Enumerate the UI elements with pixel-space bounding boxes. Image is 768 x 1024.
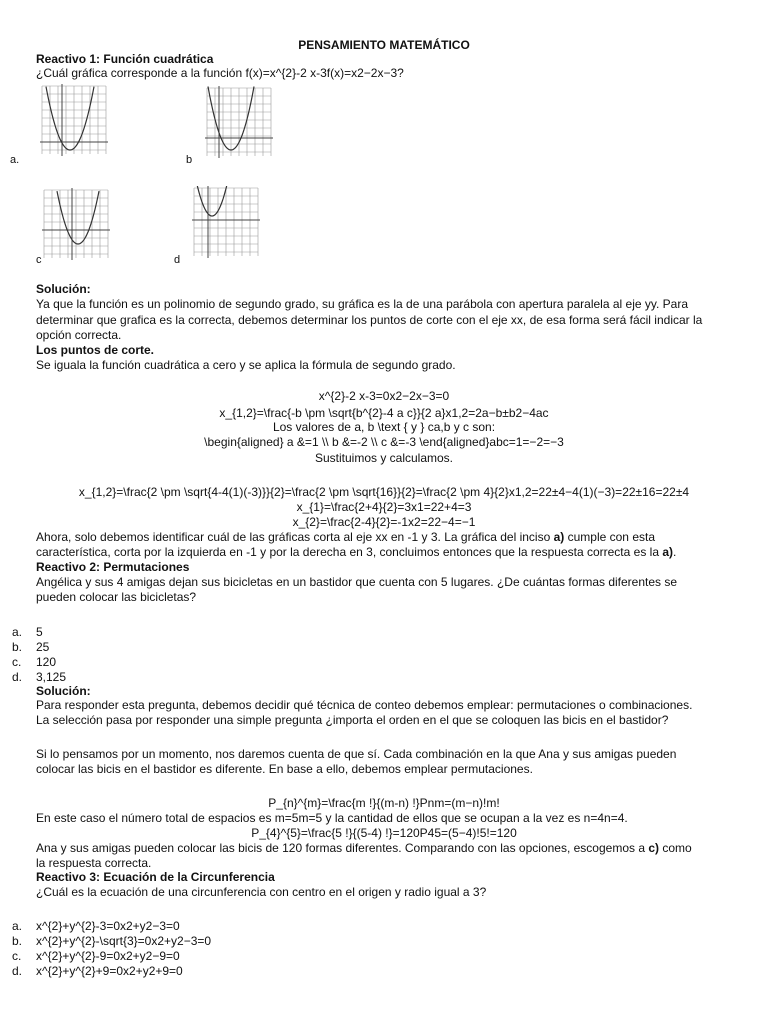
r3-option: x^{2}+y^{2}-9=0x2+y2−9=0 bbox=[36, 949, 180, 963]
r2-solution-heading: Solución: bbox=[36, 684, 91, 698]
graph-a bbox=[40, 84, 108, 156]
r3-option-letter: a. bbox=[12, 919, 23, 933]
graph-b bbox=[205, 86, 273, 158]
r3-option: x^{2}+y^{2}+9=0x2+y2+9=0 bbox=[36, 964, 183, 978]
r3-option: x^{2}+y^{2}-\sqrt{3}=0x2+y2−3=0 bbox=[36, 934, 212, 948]
graph-label-a: a. bbox=[10, 154, 20, 166]
r2-sol-line: La selección pasa por responder una simple pregunta ¿importa el orden en el que se coloquen las bicis en el bastidor? bbox=[36, 713, 669, 727]
r2-conclusion bbox=[36, 841, 692, 855]
r2-formula: P_{4}^{5}=\frac{5 !}{(5-4) !}=120P45=(5−4)!5!=120 bbox=[251, 826, 517, 840]
r2-question: Angélica y sus 4 amigas dejan sus bicicletas en un bastidor que cuenta con 5 lugares. ¿De cuántas formas diferentes se bbox=[36, 575, 678, 589]
r2-question: pueden colocar las bicicletas? bbox=[36, 590, 197, 604]
r1-equation: \begin{aligned} a &=1 \\ b &=-2 \\ c &=-3 \end{aligned}abc=1=−2=−3 bbox=[204, 435, 564, 449]
parabola-graph-c bbox=[42, 188, 110, 260]
r1-heading: Reactivo 1: Función cuadrática bbox=[36, 52, 214, 66]
r2-option: 120 bbox=[36, 655, 57, 669]
r2-option-letter: a. bbox=[12, 625, 23, 639]
r1-conclusion-text: cumple con esta bbox=[564, 530, 655, 544]
r2-option: 25 bbox=[36, 640, 50, 654]
r2-answer-ref: c) bbox=[648, 841, 660, 855]
r2-option-letter: c. bbox=[12, 655, 22, 669]
r1-equation: x_{2}=\frac{2-4}{2}=-1x2=22−4=−1 bbox=[292, 515, 476, 529]
r1-question: ¿Cuál gráfica corresponde a la función f(x)=x^{2}-2 x-3f(x)=x2−2x−3? bbox=[36, 66, 404, 80]
r2-option-letter: d. bbox=[12, 670, 23, 684]
graph-c bbox=[42, 188, 110, 260]
r1-answer-ref: a) bbox=[662, 545, 674, 559]
parabola-graph-d bbox=[192, 186, 260, 258]
r3-option-letter: d. bbox=[12, 964, 23, 978]
r3-option-letter: b. bbox=[12, 934, 23, 948]
r2-option-letter: b. bbox=[12, 640, 23, 654]
r3-question: ¿Cuál es la ecuación de una circunferencia con centro en el origen y radio igual a 3? bbox=[36, 885, 487, 899]
graph-label-d: d bbox=[174, 254, 181, 266]
graph-label-c: c bbox=[36, 254, 42, 266]
r2-conclusion-text: como bbox=[659, 841, 692, 855]
graph-d bbox=[192, 186, 260, 258]
r1-conclusion bbox=[36, 545, 676, 559]
r1-conclusion-text: Ahora, solo debemos identificar cuál de las gráficas corta al eje xx en -1 y 3. La gráfica del inciso bbox=[36, 530, 554, 544]
r1-equation: x_{1,2}=\frac{2 \pm \sqrt{4-4(1)(-3)}}{2}=\frac{2 \pm \sqrt{16}}{2}=\frac{2 \pm 4}{2}x1,2=22±4−4(1)(−3)=22±16=22±4 bbox=[78, 485, 690, 499]
r1-solution-heading: Solución: bbox=[36, 282, 91, 296]
r1-equation: Los valores de a, b \text { y } ca,b y c son: bbox=[272, 420, 496, 434]
r1-answer-ref: a) bbox=[553, 530, 565, 544]
r2-sol-line: colocar las bicis en el bastidor es diferente. En base a ello, debemos emplear permutaciones. bbox=[36, 762, 533, 776]
r2-sol-line: Si lo pensamos por un momento, nos daremos cuenta de que sí. Cada combinación en la que Ana y sus amigas pueden bbox=[36, 747, 677, 761]
graph-label-b: b bbox=[186, 154, 193, 166]
r3-option-letter: c. bbox=[12, 949, 22, 963]
parabola-curve bbox=[46, 87, 94, 150]
r1-cuts-heading: Los puntos de corte. bbox=[36, 343, 155, 357]
r1-cuts-line: Se iguala la función cuadrática a cero y se aplica la fórmula de segundo grado. bbox=[36, 358, 456, 372]
r3-heading: Reactivo 3: Ecuación de la Circunferencia bbox=[36, 870, 275, 884]
r1-equation: x_{1}=\frac{2+4}{2}=3x1=22+4=3 bbox=[296, 500, 472, 514]
parabola-curve bbox=[57, 191, 99, 244]
r2-heading: Reactivo 2: Permutaciones bbox=[36, 560, 190, 574]
r1-sol-line: determinar que grafica es la correcta, debemos determinar los puntos de corte con el eje xx, de esa forma será fácil indicar la bbox=[36, 313, 703, 327]
r2-sol-line: Para responder esta pregunta, debemos decidir qué técnica de conteo debemos emplear: permutaciones o combinaciones. bbox=[36, 698, 693, 712]
parabola-curve bbox=[197, 186, 227, 216]
r1-conclusion bbox=[36, 530, 655, 544]
r2-option: 3,125 bbox=[36, 670, 67, 684]
r2-sol-line: la respuesta correcta. bbox=[36, 856, 152, 870]
r2-formula: P_{n}^{m}=\frac{m !}{(m-n) !}Pnm=(m−n)!m! bbox=[268, 796, 500, 810]
r2-sol-line: En este caso el número total de espacios es m=5m=5 y la cantidad de ellos que se ocupan a la vez es n=4n=4. bbox=[36, 811, 628, 825]
r2-option: 5 bbox=[36, 625, 43, 639]
r1-sol-line: opción correcta. bbox=[36, 328, 122, 342]
r1-conclusion-text: característica, corta por la izquierda en -1 y por la derecha en 3, concluimos entonces que la respuesta correcta es la bbox=[36, 545, 663, 559]
r1-equation: Sustituimos y calculamos. bbox=[314, 451, 454, 465]
r1-equation: x_{1,2}=\frac{-b \pm \sqrt{b^{2}-4 a c}}{2 a}x1,2=2a−b±b2−4ac bbox=[219, 406, 549, 420]
parabola-graph-b bbox=[205, 86, 273, 158]
r3-option: x^{2}+y^{2}-3=0x2+y2−3=0 bbox=[36, 919, 180, 933]
r2-conclusion-text: Ana y sus amigas pueden colocar las bicis de 120 formas diferentes. Comparando con las opciones, escogemos a bbox=[36, 841, 649, 855]
r1-sol-line: Ya que la función es un polinomio de segundo grado, su gráfica es la de una parábola con apertura paralela al eje yy. Para bbox=[36, 297, 688, 311]
r1-equation: x^{2}-2 x-3=0x2−2x−3=0 bbox=[318, 389, 450, 403]
parabola-graph-a bbox=[40, 84, 108, 156]
r1-conclusion-text: . bbox=[673, 545, 677, 559]
page-title: PENSAMIENTO MATEMÁTICO bbox=[298, 38, 470, 52]
